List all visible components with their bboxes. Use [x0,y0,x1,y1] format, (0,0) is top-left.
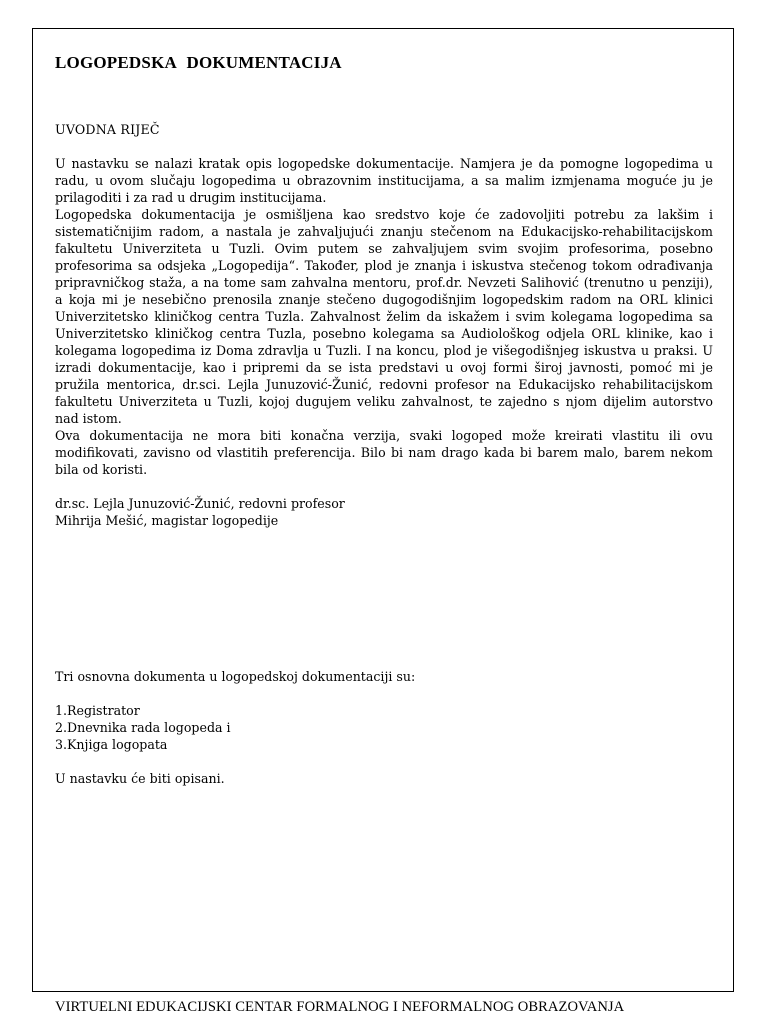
paragraph-1: U nastavku se nalazi kratak opis logopedske dokumentacije. Namjera je da pomogne logopedima u radu, u ovom slučaju logopedima u obrazovnim institucijama, a sa malim izmjenama moguće ju je prilagoditi i za rad u drugim institucijama. [55,156,713,205]
documents-list [55,702,713,753]
list-item: 1.Registrator [55,703,140,718]
signature-2: Mihrija Mešić, magistar logopedije [55,513,279,528]
introduction-section [55,121,713,529]
list-item: 3.Knjiga logopata [55,737,168,752]
list-intro: Tri osnovna dokumenta u logopedskoj dokumentaciji su: [55,669,416,684]
paragraph-2: Logopedska dokumentacija je osmišljena kao sredstvo koje će zadovoljiti potrebu za lakšim i sistematičnijim radom, a nastala je zahvaljujući znanju stečenom na Edukacijsko-rehabilitacijskom fakultetu Univerziteta u Tuzli. Ovim putem se zahvaljujem svim svojim profesorima, posebno profesorima sa odsjeka „Logopedija“. Također, plod je znanja i iskustva stečenog tokom odrađivanja pripravničkog staža, a na tome sam zahvalna mentoru, prof.dr. Nevzeti Salihović (trenutno u penziji), a koja mi je nesebično prenosila znanje stečeno dugogodišnjim logopedskim radom na ORL klinici Univerzitetsko kliničkog centra Tuzla. Zahvalnost želim da iskažem i svim kolegama logopedima sa Univerzitetsko kliničkog centra Tuzla, posebno kolegama sa Audiološkog odjela ORL klinike, kao i kolegama logopedima iz Doma zdravlja u Tuzli. I na koncu, plod je višegodišnjeg iskustva u praksi. U izradi dokumentacije, kao i pripremi da se ista predstavi u ovoj formi široj javnosti, pomoć mi je pružila mentorica, dr.sci. Lejla Junuzović-Žunić, redovni profesor na Edukacijsko rehabilitacijskom fakultetu Univerziteta u Tuzli, kojoj dugujem veliku zahvalnost, te zajedno s njom dijelim autorstvo nad istom. [55,207,713,426]
list-item: 2.Dnevnika rada logopeda i [55,720,231,735]
closing-text: U nastavku će biti opisani. [55,771,225,786]
section-heading: UVODNA RIJEČ [55,122,160,137]
documents-list-section [55,668,713,787]
signatures [55,495,713,529]
signature-1: dr.sc. Lejla Junuzović-Žunić, redovni profesor [55,496,345,511]
paragraph-3: Ova dokumentacija ne mora biti konačna verzija, svaki logoped može kreirati vlastitu ili ovu modifikovati, zavisno od vlastitih preferencija. Bilo bi nam drago kada bi barem malo, barem nekom bila od koristi. [55,428,713,477]
document-title: LOGOPEDSKA DOKUMENTACIJA [55,53,342,72]
page-footer: VIRTUELNI EDUKACIJSKI CENTAR FORMALNOG I NEFORMALNOG OBRAZOVANJA [55,999,625,1015]
